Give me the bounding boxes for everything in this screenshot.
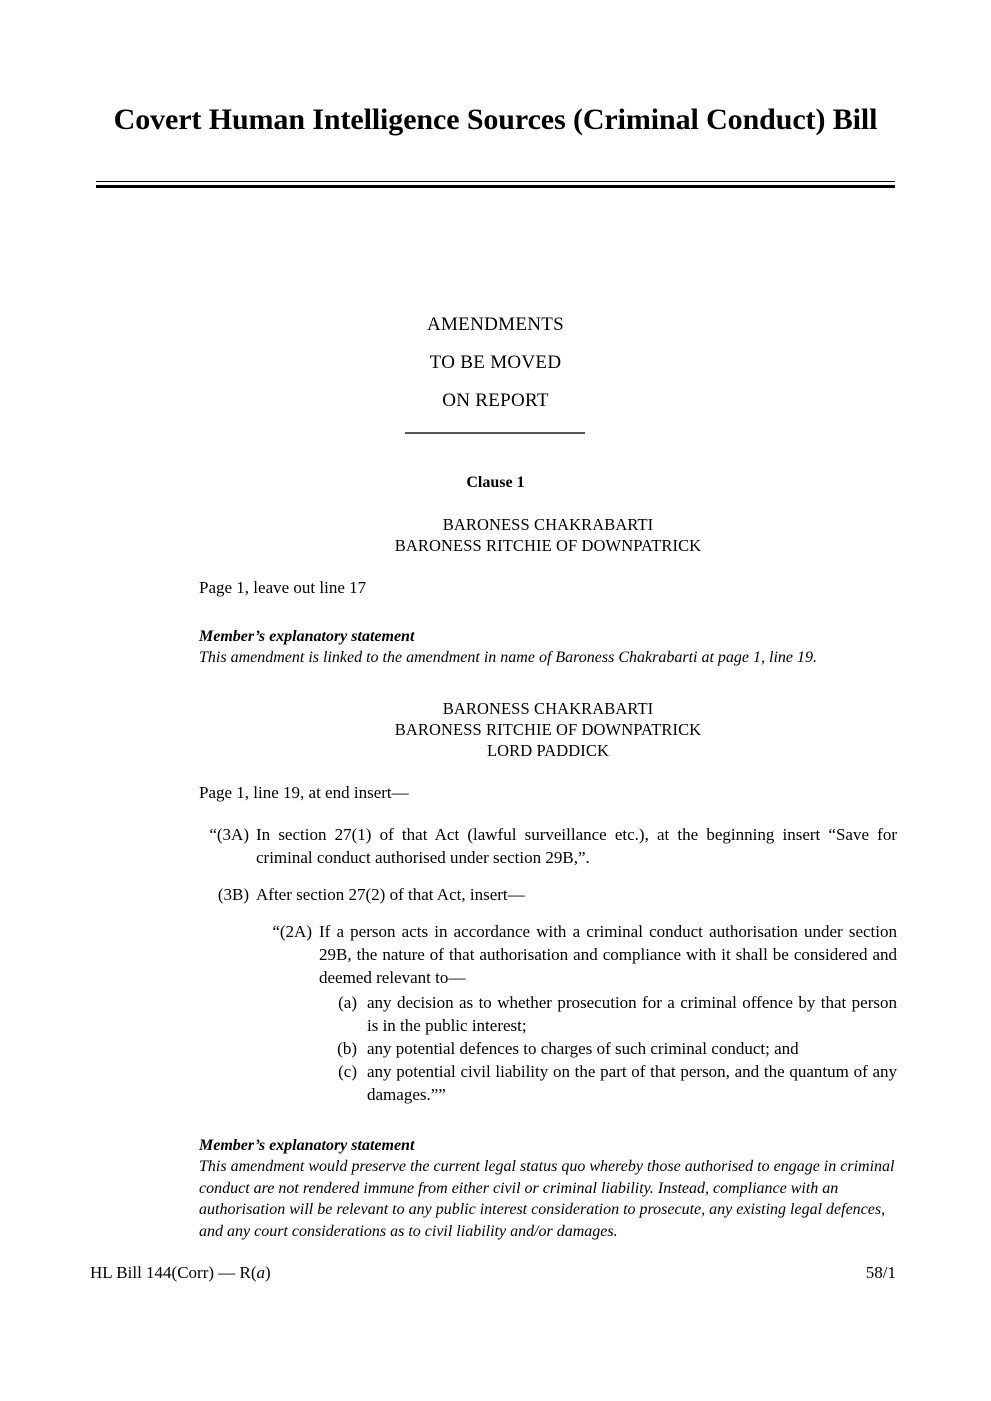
sponsor-name: BARONESS RITCHIE OF DOWNPATRICK — [394, 720, 702, 739]
amendments-heading — [96, 306, 895, 420]
title-divider — [96, 181, 895, 188]
heading-line-on-report: ON REPORT — [442, 390, 549, 411]
amendment-paragraph-b — [319, 1037, 897, 1060]
heading-line-to-be-moved: TO BE MOVED — [429, 352, 562, 373]
paragraph-marker: “(3A) — [209, 825, 249, 844]
page-number: 58/1 — [865, 1263, 896, 1282]
bill-reference-revision: a — [256, 1263, 266, 1282]
paragraph-marker: (3B) — [217, 885, 249, 904]
amendment-lead-line-1: Page 1, leave out line 17 — [199, 578, 367, 597]
section-divider — [405, 432, 585, 434]
paragraph-text: After section 27(2) of that Act, insert— — [256, 885, 525, 904]
statement-body: This amendment is linked to the amendment in name of Baroness Chakrabarti at page 1, line 19. — [199, 649, 818, 666]
paragraph-marker: (c) — [338, 1062, 357, 1081]
bill-reference — [90, 1262, 271, 1284]
amendment-lead-line-2: Page 1, line 19, at end insert— — [199, 783, 409, 802]
paragraph-marker: (a) — [338, 993, 357, 1012]
explanatory-statement-2 — [199, 1135, 897, 1242]
paragraph-text: In section 27(1) of that Act (lawful surveillance etc.), at the beginning insert “Save for criminal conduct authorised under section 29B,”. — [256, 825, 897, 867]
statement-body: This amendment would preserve the current legal status quo whereby those authorised to engage in criminal conduct are not rendered immune from either civil or criminal liability. Instead, compliance with an authorisation will be relevant to any public interest consideration to prosecute, any existing legal defences, and any court considerations as to civil liability and/or damages. — [199, 1158, 895, 1240]
sponsor-list-2 — [199, 698, 897, 761]
bill-reference-suffix: ) — [265, 1263, 271, 1282]
page-footer — [90, 1262, 896, 1284]
amendment-block-1 — [199, 514, 897, 669]
title-block — [96, 100, 895, 140]
explanatory-statement-1 — [199, 626, 897, 669]
statement-title: Member’s explanatory statement — [199, 1137, 415, 1154]
divider-thin-line — [96, 181, 895, 182]
paragraph-text: any decision as to whether prosecution for a criminal offence by that person is in the public interest; — [367, 993, 897, 1035]
amendment-block-2 — [199, 698, 897, 1242]
paragraph-marker: (b) — [337, 1039, 357, 1058]
amendment-paragraph-2a — [234, 920, 897, 989]
sponsor-name: BARONESS CHAKRABARTI — [442, 515, 654, 534]
divider-thick-line — [96, 185, 895, 188]
paragraph-text: any potential defences to charges of such criminal conduct; and — [367, 1039, 799, 1058]
amendment-paragraph-3b — [193, 883, 897, 906]
paragraph-marker: “(2A) — [272, 922, 312, 941]
amendment-paragraph-c — [319, 1060, 897, 1106]
sponsor-name: BARONESS CHAKRABARTI — [442, 699, 654, 718]
page-title: Covert Human Intelligence Sources (Criminal Conduct) Bill — [113, 103, 878, 136]
amendment-paragraph-3a — [193, 823, 897, 869]
clause-heading: Clause 1 — [466, 474, 525, 491]
sponsor-name: BARONESS RITCHIE OF DOWNPATRICK — [394, 536, 702, 555]
heading-line-amendments: AMENDMENTS — [426, 314, 565, 335]
sponsor-name: LORD PADDICK — [486, 741, 610, 760]
paragraph-text: any potential civil liability on the part of that person, and the quantum of any damages.”” — [367, 1062, 897, 1104]
amendment-paragraph-a — [319, 991, 897, 1037]
statement-title: Member’s explanatory statement — [199, 628, 415, 645]
bill-reference-prefix: HL Bill 144(Corr) — R( — [90, 1263, 257, 1282]
sponsor-list-1 — [199, 514, 897, 556]
paragraph-text: If a person acts in accordance with a criminal conduct authorisation under section 29B, the nature of that authorisation and compliance with it shall be considered and deemed relevant to— — [319, 922, 897, 987]
